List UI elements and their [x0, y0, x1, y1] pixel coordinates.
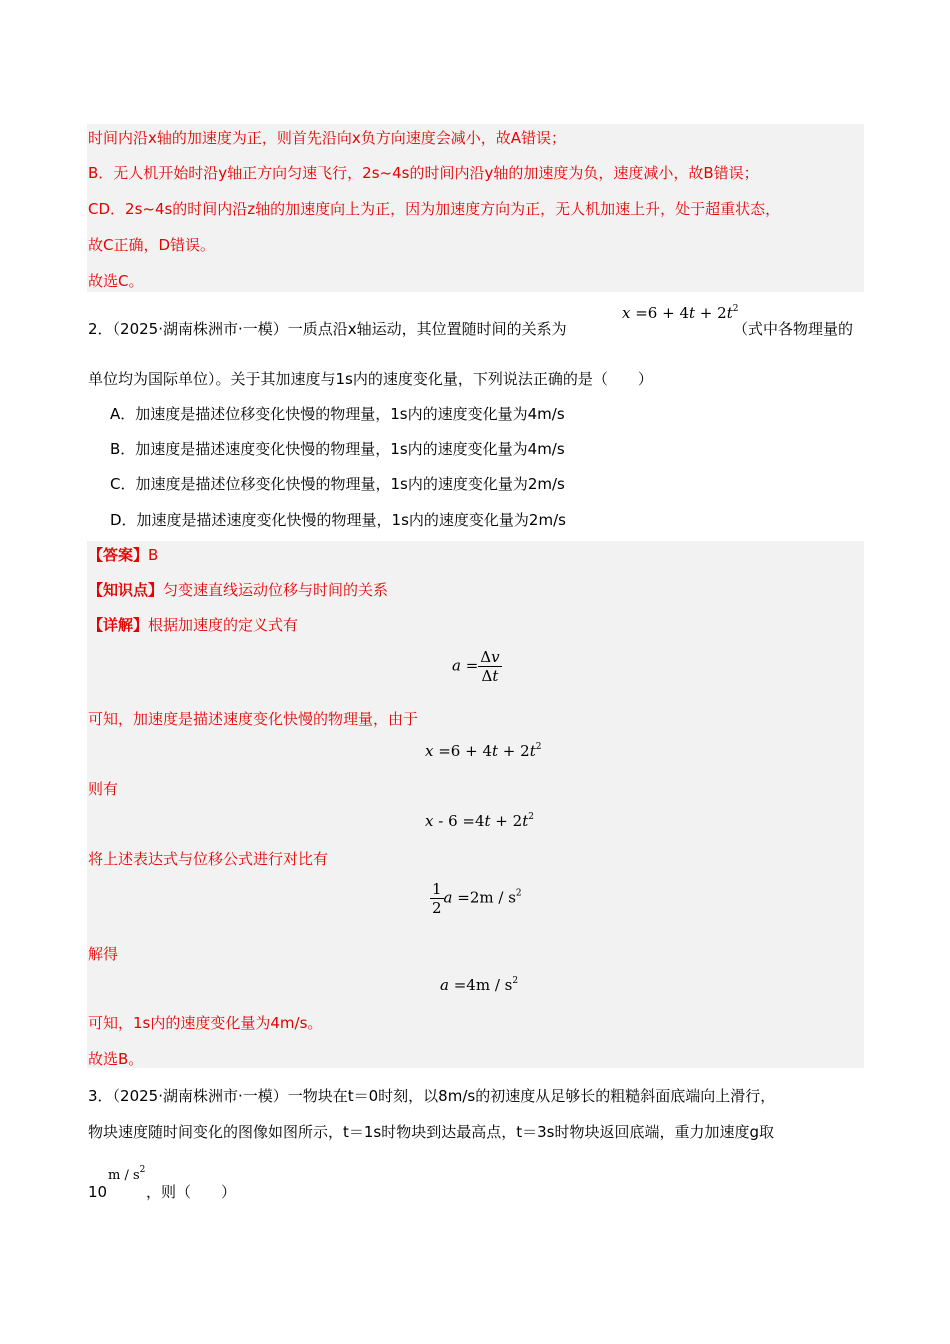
knowledge-tag: 【知识点】: [88, 581, 164, 599]
detail-tag: 【详解】: [88, 616, 149, 634]
equation-half-a: $\frac{1}{2}$ $a =2m / s^2$: [432, 880, 522, 917]
solution1-line3: CD．2s~4s的时间内沿z轴的加速度向上为正，因为加速度方向为正，无人机加速上升，处于超重状态，: [88, 200, 781, 218]
q2-stem-part2: （式中各物理量的: [733, 320, 854, 338]
q3-line3: [88, 1182, 107, 1202]
q3-line2: 物块速度随时间变化的图像如图所示，t＝1s时物块到达最高点，t＝3s时物块返回底端，重力加速度g取: [88, 1123, 775, 1141]
q2-stem-line2: 单位均为国际单位）。关于其加速度与1s内的速度变化量，下列说法正确的是（ ）: [88, 370, 653, 388]
solution2-text2: 则有: [88, 780, 119, 798]
q2-option-a: A．加速度是描述位移变化快慢的物理量，1s内的速度变化量为4m/s: [110, 405, 565, 423]
detail-line: [88, 615, 298, 635]
equation-position: $x =6 + 4t + 2t^2$: [425, 742, 542, 760]
q3-gravity-value: 10: [88, 1183, 108, 1201]
equation-acceleration-result: $a =4m / s^2$: [440, 976, 519, 994]
solution2-text3: 将上述表达式与位移公式进行对比有: [88, 850, 329, 868]
answer-line: [88, 545, 158, 565]
answer-tag: 【答案】: [88, 546, 149, 564]
detail-text: 根据加速度的定义式有: [148, 616, 299, 634]
equation-acceleration-definition: a = $\frac{\Delta v}{\Delta t}$: [452, 648, 500, 685]
solution1-line4: 故C正确，D错误。: [88, 236, 216, 254]
knowledge-text: 匀变速直线运动位移与时间的关系: [163, 581, 389, 599]
q3-line1: 3．（2025·湖南株洲市·一模）一物块在t＝0时刻，以8m/s的初速度从足够长的粗糙斜面底端向上滑行，: [88, 1087, 776, 1105]
solution2-text1: 可知，加速度是描述速度变化快慢的物理量，由于: [88, 710, 419, 728]
q2-stem-part1: 2．（2025·湖南株洲市·一模）一质点沿x轴运动，其位置随时间的关系为: [88, 320, 567, 338]
q3-gravity-unit: m / $s^2$: [108, 1165, 146, 1183]
solution2-text4: 解得: [88, 945, 119, 963]
solution1-line5: 故选C。: [88, 272, 144, 290]
solution2-text5: 可知，1s内的速度变化量为4m/s。: [88, 1014, 323, 1032]
answer-value: B: [148, 546, 159, 564]
solution1-line2: B．无人机开始时沿y轴正方向匀速飞行，2s~4s的时间内沿y轴的加速度为负，速度减小，故B错误；: [88, 164, 759, 182]
q3-line3-tail: ，则（ ）: [146, 1183, 237, 1201]
q2-option-c: C．加速度是描述位移变化快慢的物理量，1s内的速度变化量为2m/s: [110, 475, 565, 493]
knowledge-line: [88, 580, 388, 600]
solution1-line1: 时间内沿x轴的加速度为正，则首先沿向x负方向速度会减小，故A错误；: [88, 129, 567, 147]
q2-stem-formula: $x =6 + 4t + 2t^2$: [622, 304, 739, 322]
q2-option-b: B．加速度是描述速度变化快慢的物理量，1s内的速度变化量为4m/s: [110, 440, 565, 458]
q2-option-d: D．加速度是描述速度变化快慢的物理量，1s内的速度变化量为2m/s: [110, 511, 566, 529]
equation-rearranged: $x - 6 =4t + 2t^2$: [425, 812, 534, 830]
solution2-text6: 故选B。: [88, 1050, 144, 1068]
